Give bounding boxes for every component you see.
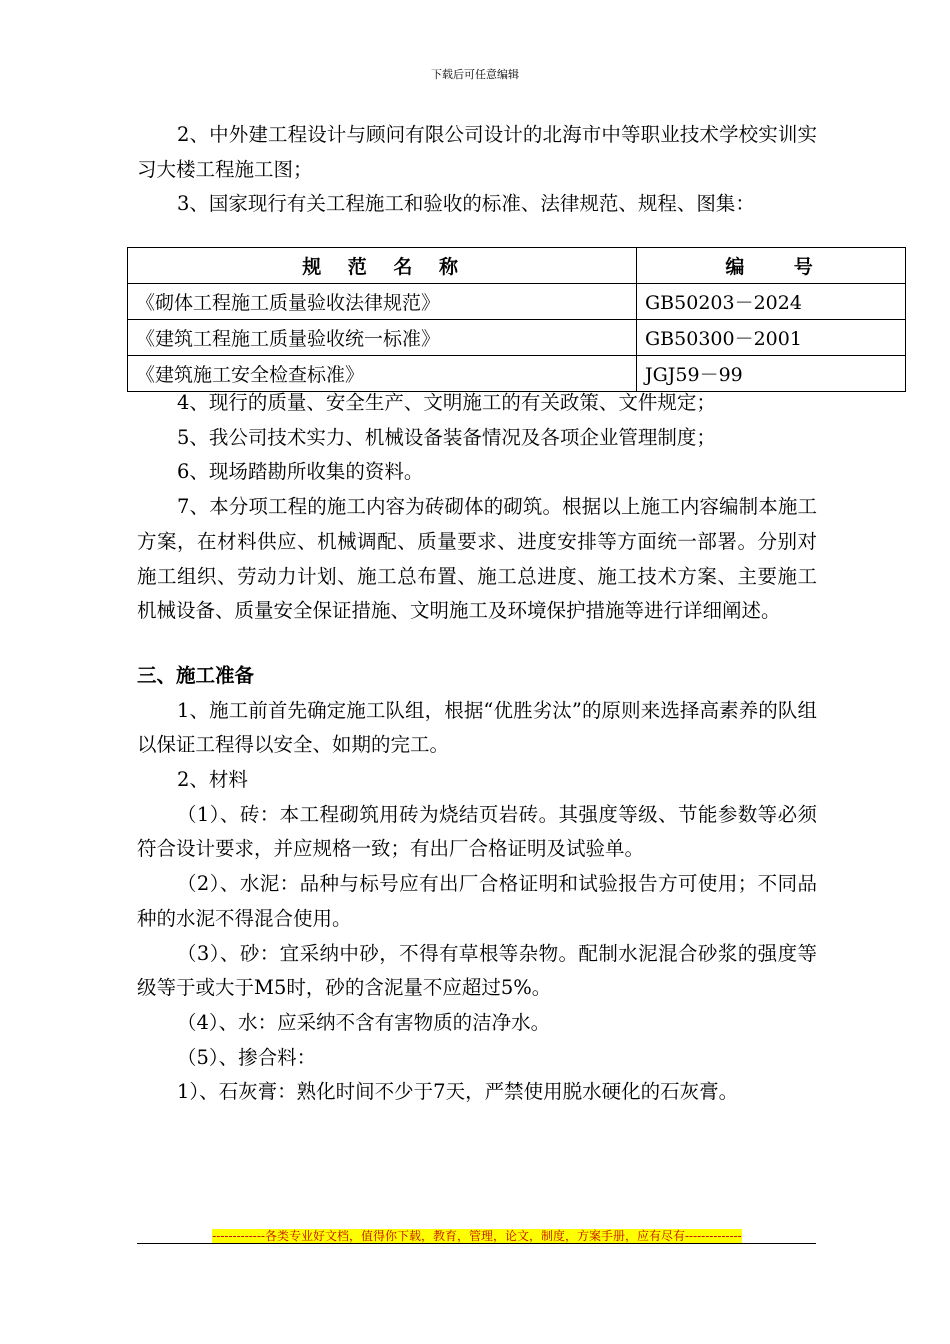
intro-item-3: 3、国家现行有关工程施工和验收的标准、法律规范、规程、图集： (177, 192, 755, 216)
page-header-note: 下载后可任意编辑 (431, 68, 519, 81)
section-heading: 三、施工准备 (137, 663, 255, 687)
standards-table (127, 247, 906, 392)
column-header-name: 规 范 名 称 (128, 248, 637, 284)
table-header-row (128, 248, 906, 284)
section-para: （4）、水：应采纳不含有害物质的洁净水。 (177, 1010, 551, 1034)
section-para: 2、材料 (177, 768, 248, 792)
standard-name: 《建筑施工安全检查标准》 (128, 356, 637, 392)
footer-text: -------------各类专业好文档，值得你下载，教育，管理，论文，制度，方案手册，应有尽有-------------- (212, 1229, 742, 1243)
footer-banner (137, 1227, 817, 1244)
section-para: 1）、石灰膏：熟化时间不少于7天，严禁使用脱水硬化的石灰膏。 (177, 1080, 739, 1104)
footer-divider (137, 1243, 816, 1244)
item-5: 5、我公司技术实力、机械设备装备情况及各项企业管理制度； (177, 425, 716, 449)
section-para: （2）、水泥：品种与标号应有出厂合格证明和试验报告方可使用；不同品种的水泥不得混合使用。 (137, 872, 817, 930)
intro-item-2: 2、中外建工程设计与顾问有限公司设计的北海市中等职业技术学校实训实习大楼工程施工图； (137, 123, 817, 181)
section-para: （3）、砂：宜采纳中砂，不得有草根等杂物。配制水泥混合砂浆的强度等级等于或大于M5时，砂的含泥量不应超过5%。 (137, 941, 817, 1000)
item-4: 4、现行的质量、安全生产、文明施工的有关政策、文件规定； (177, 391, 716, 414)
item-6: 6、现场踏勘所收集的资料。 (177, 460, 424, 484)
item-7: 7、本分项工程的施工内容为砖砌体的砌筑。根据以上施工内容编制本施工方案，在材料供应、机械调配、质量要求、进度安排等方面统一部署。分别对施工组织、劳动力计划、施工总布置、施工总进度、施工技术方案、主要施工机械设备、质量安全保证措施、文明施工及环境保护措施等进行详细阐述。 (137, 495, 817, 623)
intro-block (137, 118, 817, 222)
standard-code: GB50300－2001 (637, 320, 906, 356)
section-para: 1、施工前首先确定施工队组，根据“优胜劣汰”的原则来选择高素养的队组以保证工程得以安全、如期的完工。 (137, 698, 817, 757)
column-header-code: 编 号 (637, 248, 906, 284)
standard-code: GB50203－2024 (637, 284, 906, 320)
section-para: （5）、掺合料： (177, 1045, 317, 1069)
table-row (128, 284, 906, 320)
standard-code: JGJ59－99 (637, 356, 906, 392)
standard-name: 《建筑工程施工质量验收统一标准》 (128, 320, 637, 356)
section-para: （1）、砖：本工程砌筑用砖为烧结页岩砖。其强度等级、节能参数等必须符合设计要求，并应规格一致；有出厂合格证明及试验单。 (137, 802, 817, 861)
table-row (128, 320, 906, 356)
standard-name: 《砌体工程施工质量验收法律规范》 (128, 284, 637, 320)
main-body (137, 386, 817, 1110)
